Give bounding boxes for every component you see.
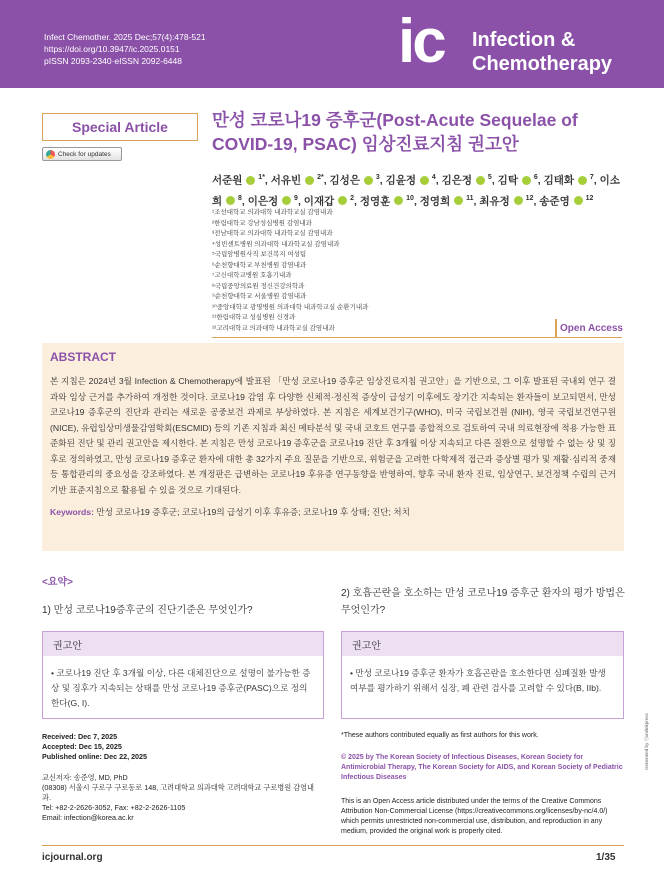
check-updates-label: Check for updates xyxy=(58,150,111,158)
author-affiliation-mark: 9 xyxy=(292,194,298,202)
author-name[interactable]: 이소희 xyxy=(212,174,620,207)
orcid-icon[interactable] xyxy=(364,176,373,185)
author-name[interactable]: 서유빈 xyxy=(270,174,305,187)
affiliation-item: ⁴성빈센트병원 의과대학 내과학교실 감염내과 xyxy=(212,240,340,248)
author-name[interactable]: 김윤정 xyxy=(385,174,419,187)
recommendation-box-2 xyxy=(341,631,624,719)
footer-site-link[interactable]: icjournal.org xyxy=(42,852,103,863)
author-name[interactable]: 김태화 xyxy=(543,174,577,187)
corresponding-phone: Tel: +82-2-2626-3052, Fax: +82-2-2626-1105 xyxy=(42,803,186,812)
author-affiliation-mark: 12 xyxy=(523,194,534,202)
article-dates xyxy=(42,732,147,762)
recommendation-text: • 코로나19 진단 후 3개월 이상, 다른 대체진단으로 설명이 불가능한 증상 및 징후가 지속되는 상태를 만성 코로나19 증후군(PASC)으로 정의한다(G, I). xyxy=(51,668,311,708)
author-affiliation-mark: 12 xyxy=(583,194,594,202)
affiliation-item: ⁹순천향대학교 서울병원 감염내과 xyxy=(212,293,307,300)
author-name[interactable]: 김은정 xyxy=(441,174,475,187)
recommendation-heading: 권고안 xyxy=(342,632,623,656)
issn-line: pISSN 2093-2340·eISSN 2092-6448 xyxy=(44,56,182,66)
orcid-icon[interactable] xyxy=(578,176,587,185)
author-affiliation-mark: 2* xyxy=(315,174,324,181)
orcid-icon[interactable] xyxy=(338,196,347,205)
author-name[interactable]: 최유정 xyxy=(479,195,513,207)
affiliation-item: ⁸국립중앙의료원 정신건강의학과 xyxy=(212,282,305,290)
copyright-notice: © 2025 by The Korean Society of Infectious Diseases, Korean Society for Antimicrobial Therapy, The Korean Society for AIDS, and Korean Society of Pediatric Infectious Diseases xyxy=(341,754,623,781)
affiliation-list xyxy=(212,208,612,334)
citation-line: Infect Chemother. 2025 Dec;57(4):478-521 xyxy=(44,32,206,42)
author-name[interactable]: 정영희 xyxy=(419,195,454,207)
author-affiliation-mark: 10 xyxy=(404,194,414,202)
author-name[interactable]: 이재갑 xyxy=(303,195,338,207)
orcid-icon[interactable] xyxy=(226,196,235,205)
accepted-date: Accepted: Dec 15, 2025 xyxy=(42,742,122,751)
question-1: 1) 만성 코로나19증후군의 진단기준은 무엇인가? xyxy=(42,605,253,616)
corresponding-name: 교신저자: 송준영, MD, PhD xyxy=(42,773,128,782)
abstract-text: 본 지침은 2024년 3월 Infection & Chemotherapy에 발표된 「만성 코로나19 증후군 임상진료지침 권고안」을 기반으로, 그 이후 발표된 국내외 연구 결과와 임상 근거를 추가하여 개정한 것이다. 코로나19 감염 후 다양한 신체적·정신적 증상이 급성기 이후에도 장기간 지속되는 환자들이 보고되면서, 만성 코로나19 증후군의 진단과 관리는 새로운 공중보건 과제로 부상하였다. 본 지침은 세계보건기구(WHO), 미국 국립보건원 (NIH), 영국 국립보건연구원(NICE), 유럽임상미생물감염학회(ESCMID) 등의 기존 지침과 최신 메타분석 및 국내 코호트 연구를 종합적으로 검토하여 국내 의료현장에 적용 가능한 표준화된 진단 및 관리 권고안을 제시한다. 본 지침은 만성 코로나19 증후군을 코로나19 진단 후 3개월 이상 지속되고 다른 질환으로 설명할 수 없는 상 및 징후로 정의하였고, 만성 코로나19 증후군 환자에 대한 총 32가지 주요 질문을 기반으로, 위험군을 고려한 다학제적 접근과 증상별 평가 및 재활·심리적 중재 등 통합관리의 중요성을 강조하였다. 본 개정판은 급변하는 코로나19 후유증 연구동향을 반영하여, 향후 국내 환자 진료, 임상연구, 보건정책 수립의 근거기반 표준지침으로 활용될 수 있을 것으로 기대된다. xyxy=(50,376,616,495)
keywords-label: Keywords: xyxy=(50,507,94,517)
summary-heading: <요약> xyxy=(42,577,73,588)
journal-name-line2: Chemotherapy xyxy=(472,53,613,75)
author-affiliation-mark: 6 xyxy=(531,174,538,181)
orcid-icon[interactable] xyxy=(514,196,523,205)
question-2: 2) 호흡곤란을 호소하는 만성 코로나19 증후군 환자의 평가 방법은 무엇인가? xyxy=(341,588,625,616)
orcid-icon[interactable] xyxy=(305,176,314,185)
received-date: Received: Dec 7, 2025 xyxy=(42,732,118,741)
orcid-icon[interactable] xyxy=(394,196,403,205)
journal-name-line1: Infection & xyxy=(472,29,576,51)
author-name[interactable]: 송준영 xyxy=(539,195,573,207)
affiliation-item: ⁵국립암병원사직 보건복지 여성팀 xyxy=(212,251,307,258)
open-access-divider xyxy=(555,319,557,337)
corresponding-author xyxy=(42,773,322,823)
keywords xyxy=(50,506,616,518)
affiliation-item: ⁶순천향대학교 부천병원 감염내과 xyxy=(212,261,307,269)
author-affiliation-mark: 8 xyxy=(236,194,242,202)
journal-logo-text xyxy=(472,28,612,76)
check-updates-button[interactable] xyxy=(42,147,122,161)
abstract-heading: ABSTRACT xyxy=(50,350,116,364)
recommendation-box-1 xyxy=(42,631,324,719)
author-name[interactable]: 서준원 xyxy=(212,174,246,187)
article-type-badge: Special Article xyxy=(42,113,198,141)
affiliation-item: ⁷고신대학교병원 호흡기내과 xyxy=(212,272,292,279)
author-affiliation-mark: 2 xyxy=(348,194,354,202)
author-affiliation-mark: 5 xyxy=(485,174,492,181)
generator-credit: Generated by ⓒxmlinkpress xyxy=(644,713,649,770)
author-affiliation-mark: 1* xyxy=(256,174,265,181)
author-name[interactable]: 이은정 xyxy=(247,195,282,207)
published-date: Published online: Dec 22, 2025 xyxy=(42,752,148,761)
keywords-text: 만성 코로나19 증후군; 코로나19의 급성기 이후 후유증; 코로나19 후 상태; 진단; 처치 xyxy=(96,507,410,517)
affiliation-item: ²한림대학교 강남성심병원 감염내과 xyxy=(212,219,312,227)
footer-rule xyxy=(42,845,624,846)
equal-contribution-note: *These authors contributed equally as first authors for this work. xyxy=(341,732,539,739)
orcid-icon[interactable] xyxy=(246,176,255,185)
open-access-label: Open Access xyxy=(560,323,623,334)
orcid-icon[interactable] xyxy=(574,196,583,205)
author-affiliation-mark: 3 xyxy=(373,174,380,181)
author-list: 서준원 $^{1*}$, 서유빈 $^{2*}$, 김성은 $^3$, 김윤정 $^4$, 김은정 $^5$, 김탁 $^6$, 김태화 $^7$, 이소희 $^8$, 이은정 $^9$, 이재갑 $^2$, 정영훈 $^{10}$, 정영희 $^{11}$, 최유정 $^{12}$, 송준영 $^{12}$ xyxy=(212,174,620,207)
recommendation-heading: 권고안 xyxy=(43,632,323,656)
affiliation-item: ¹⁰중앙대학교 광명병원 의과대학 내과학교실 순환기내과 xyxy=(212,303,369,311)
journal-header xyxy=(0,0,664,88)
citation-meta xyxy=(44,31,206,67)
license-text: This is an Open Access article distributed under the terms of the Creative Commons Attribution Non-Commercial License (https://creativecommons.org/licenses/by-nc/4.0/) which permits unrestricted non-commercial use, distribution, and reproduction in any medium, provided the original work is properly cited. xyxy=(341,798,608,835)
orcid-icon[interactable] xyxy=(282,196,291,205)
corresponding-address: (08308) 서울시 구로구 구로동로 148, 고려대학교 의과대학 고려대학교 구로병원 감염내과. xyxy=(42,783,314,802)
abstract-box xyxy=(42,343,624,551)
doi-link[interactable]: https://doi.org/10.3947/ic.2025.0151 xyxy=(44,44,180,54)
author-name[interactable]: 김탁 xyxy=(497,174,521,187)
author-name[interactable]: 김성은 xyxy=(329,174,363,187)
recommendation-text: • 만성 코로나19 증후군 환자가 호흡곤란을 호소한다면 심폐질환 발생 여부를 평가하기 위해서 심장, 폐 관련 검사를 고려할 수 있다(B, IIb). xyxy=(350,668,606,693)
affiliation-item: ¹조선대학교 의과대학 내과학교실 감염내과 xyxy=(212,209,333,216)
author-affiliation-mark: 4 xyxy=(429,174,436,181)
orcid-icon[interactable] xyxy=(420,176,429,185)
orcid-icon[interactable] xyxy=(522,176,531,185)
author-affiliation-mark: 11 xyxy=(464,194,474,202)
author-affiliation-mark: 7 xyxy=(587,174,594,181)
page-number: 1/35 xyxy=(596,852,616,863)
affiliation-item: ³전남대학교 의과대학 내과학교실 감염내과 xyxy=(212,230,333,237)
journal-logo-mark: ic xyxy=(398,7,444,76)
crossmark-icon xyxy=(46,150,55,159)
affiliation-item: ¹²고려대학교 의과대학 내과학교실 감염내과 xyxy=(212,324,335,332)
corresponding-email[interactable]: Email: infection@korea.ac.kr xyxy=(42,813,134,822)
affiliation-item: ¹¹한림대학교 성심병원 신경과 xyxy=(212,314,296,321)
orcid-icon[interactable] xyxy=(454,196,463,205)
orcid-icon[interactable] xyxy=(476,176,485,185)
article-title: 만성 코로나19 증후군(Post-Acute Sequelae of COVID-19, PSAC) 임상진료지침 권고안 xyxy=(212,110,578,154)
header-rule xyxy=(212,337,622,338)
author-name[interactable]: 정영훈 xyxy=(359,195,394,207)
